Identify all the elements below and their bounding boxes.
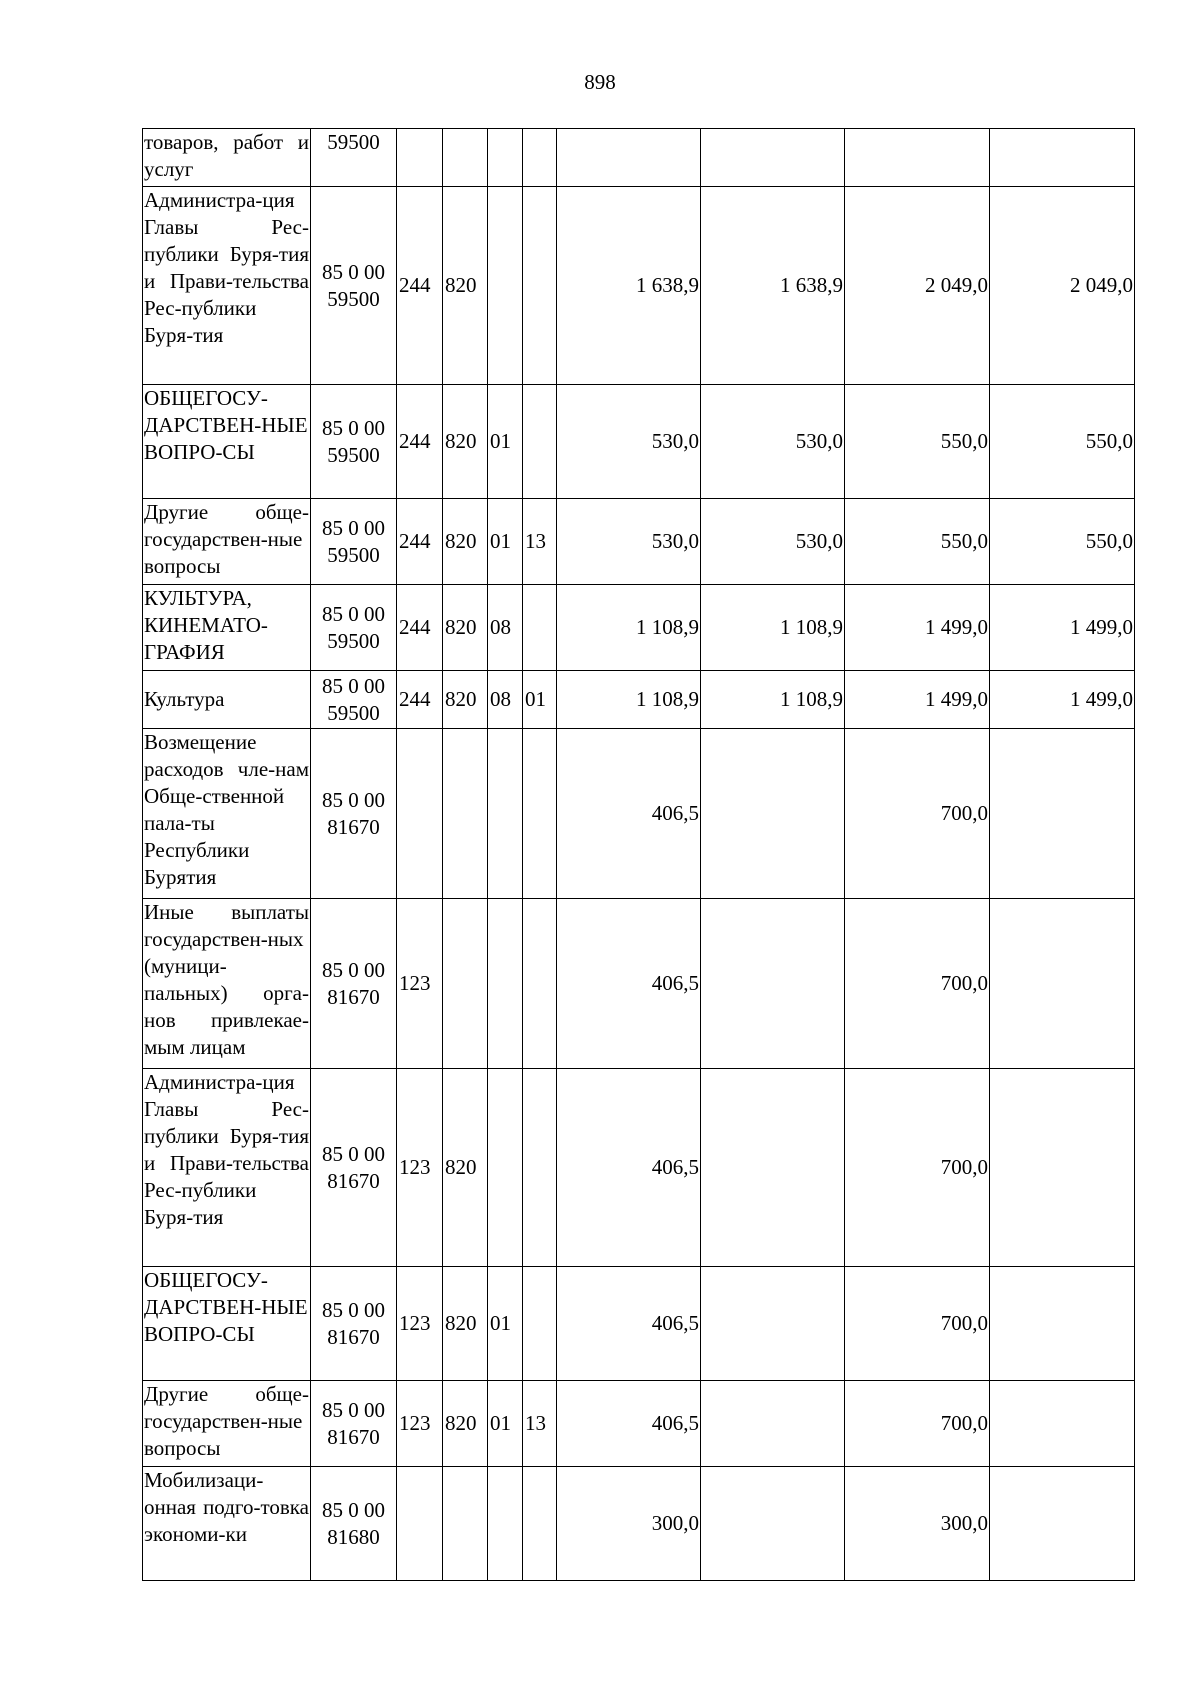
row-vr: 123 <box>397 1381 443 1467</box>
row-value-1: 1 108,9 <box>557 585 701 671</box>
row-value-3 <box>845 129 990 187</box>
row-pr <box>523 1267 557 1381</box>
row-value-3: 1 499,0 <box>845 585 990 671</box>
row-rz <box>488 1069 523 1267</box>
budget-table <box>142 128 1135 1581</box>
row-value-1: 1 108,9 <box>557 671 701 729</box>
row-value-3: 700,0 <box>845 729 990 899</box>
row-value-2 <box>701 1381 845 1467</box>
row-value-1: 406,5 <box>557 729 701 899</box>
row-rz <box>488 729 523 899</box>
row-value-1: 406,5 <box>557 1381 701 1467</box>
row-value-3: 550,0 <box>845 499 990 585</box>
row-gr <box>443 729 488 899</box>
row-vr: 244 <box>397 187 443 385</box>
row-csr: 85 0 00 59500 <box>311 671 397 729</box>
row-value-2: 1 108,9 <box>701 585 845 671</box>
row-csr: 85 0 00 81670 <box>311 899 397 1069</box>
row-name: Культура <box>143 671 311 729</box>
row-value-4: 550,0 <box>990 385 1135 499</box>
row-vr <box>397 1467 443 1581</box>
row-value-1: 530,0 <box>557 499 701 585</box>
row-value-2 <box>701 1267 845 1381</box>
row-rz <box>488 129 523 187</box>
row-value-4 <box>990 899 1135 1069</box>
table-row <box>143 129 1135 187</box>
row-vr <box>397 129 443 187</box>
row-name: ОБЩЕГОСУ-ДАРСТВЕН-НЫЕ ВОПРО-СЫ <box>143 385 311 499</box>
row-name: Иные выплаты государствен-ных (муници-пальных) орга-нов привлекае-мым лицам <box>143 899 311 1069</box>
row-value-2: 1 638,9 <box>701 187 845 385</box>
row-csr: 85 0 00 59500 <box>311 187 397 385</box>
row-gr: 820 <box>443 499 488 585</box>
row-value-3: 700,0 <box>845 899 990 1069</box>
row-vr: 123 <box>397 1069 443 1267</box>
row-pr: 13 <box>523 499 557 585</box>
row-pr <box>523 1467 557 1581</box>
table-row <box>143 585 1135 671</box>
row-vr <box>397 729 443 899</box>
row-name: Администра-ция Главы Рес-публики Буря-тия и Прави-тельства Рес-публики Буря-тия <box>143 1069 311 1267</box>
row-rz <box>488 1467 523 1581</box>
row-value-3: 300,0 <box>845 1467 990 1581</box>
row-value-2: 530,0 <box>701 499 845 585</box>
row-value-3: 700,0 <box>845 1267 990 1381</box>
row-csr: 85 0 00 81670 <box>311 1267 397 1381</box>
row-csr: 85 0 00 81670 <box>311 1381 397 1467</box>
page-number: 898 <box>584 70 616 94</box>
row-vr: 123 <box>397 899 443 1069</box>
row-value-4 <box>990 1381 1135 1467</box>
row-gr: 820 <box>443 187 488 385</box>
row-value-1: 530,0 <box>557 385 701 499</box>
row-value-4: 550,0 <box>990 499 1135 585</box>
row-value-4 <box>990 1467 1135 1581</box>
row-value-3: 700,0 <box>845 1069 990 1267</box>
row-csr: 85 0 00 59500 <box>311 499 397 585</box>
row-value-3: 700,0 <box>845 1381 990 1467</box>
row-value-4: 1 499,0 <box>990 585 1135 671</box>
row-pr: 13 <box>523 1381 557 1467</box>
row-value-2 <box>701 1467 845 1581</box>
row-value-2 <box>701 729 845 899</box>
row-vr: 244 <box>397 671 443 729</box>
row-value-1: 406,5 <box>557 1267 701 1381</box>
row-value-2 <box>701 1069 845 1267</box>
row-name: Возмещение расходов чле-нам Обще-ственной пала-ты Республики Бурятия <box>143 729 311 899</box>
row-name: ОБЩЕГОСУ-ДАРСТВЕН-НЫЕ ВОПРО-СЫ <box>143 1267 311 1381</box>
row-csr: 85 0 00 81670 <box>311 1069 397 1267</box>
row-value-1: 406,5 <box>557 1069 701 1267</box>
row-value-4 <box>990 129 1135 187</box>
row-csr: 85 0 00 81680 <box>311 1467 397 1581</box>
row-value-4 <box>990 1069 1135 1267</box>
table-row <box>143 1467 1135 1581</box>
row-rz: 01 <box>488 1381 523 1467</box>
row-gr: 820 <box>443 1069 488 1267</box>
row-pr <box>523 899 557 1069</box>
row-name: КУЛЬТУРА, КИНЕМАТО-ГРАФИЯ <box>143 585 311 671</box>
row-gr: 820 <box>443 671 488 729</box>
row-value-4 <box>990 729 1135 899</box>
row-rz <box>488 187 523 385</box>
row-pr <box>523 1069 557 1267</box>
row-value-4: 1 499,0 <box>990 671 1135 729</box>
row-rz: 01 <box>488 385 523 499</box>
row-vr: 123 <box>397 1267 443 1381</box>
row-vr: 244 <box>397 385 443 499</box>
row-rz: 08 <box>488 671 523 729</box>
row-gr: 820 <box>443 1267 488 1381</box>
row-name: товаров, работ и услуг <box>143 129 311 187</box>
row-value-4 <box>990 1267 1135 1381</box>
row-gr <box>443 129 488 187</box>
row-csr: 85 0 00 59500 <box>311 385 397 499</box>
table-row <box>143 729 1135 899</box>
row-vr: 244 <box>397 585 443 671</box>
row-value-2: 530,0 <box>701 385 845 499</box>
row-gr: 820 <box>443 385 488 499</box>
row-gr: 820 <box>443 585 488 671</box>
row-gr: 820 <box>443 1381 488 1467</box>
table-row <box>143 385 1135 499</box>
row-value-4: 2 049,0 <box>990 187 1135 385</box>
row-value-3: 550,0 <box>845 385 990 499</box>
row-value-2 <box>701 899 845 1069</box>
row-value-1 <box>557 129 701 187</box>
row-rz <box>488 899 523 1069</box>
row-pr <box>523 129 557 187</box>
row-rz: 01 <box>488 499 523 585</box>
row-rz: 01 <box>488 1267 523 1381</box>
row-pr: 01 <box>523 671 557 729</box>
row-value-3: 1 499,0 <box>845 671 990 729</box>
row-name: Мобилизаци-онная подго-товка экономи-ки <box>143 1467 311 1581</box>
row-value-1: 406,5 <box>557 899 701 1069</box>
row-gr <box>443 1467 488 1581</box>
row-vr: 244 <box>397 499 443 585</box>
row-csr: 85 0 00 59500 <box>311 585 397 671</box>
table-row <box>143 499 1135 585</box>
row-value-2: 1 108,9 <box>701 671 845 729</box>
row-gr <box>443 899 488 1069</box>
row-rz: 08 <box>488 585 523 671</box>
row-value-1: 300,0 <box>557 1467 701 1581</box>
row-csr: 85 0 00 81670 <box>311 729 397 899</box>
row-value-3: 2 049,0 <box>845 187 990 385</box>
row-name: Администра-ция Главы Рес-публики Буря-тия и Прави-тельства Рес-публики Буря-тия <box>143 187 311 385</box>
table-row <box>143 187 1135 385</box>
row-name: Другие обще-государствен-ные вопросы <box>143 1381 311 1467</box>
table-row <box>143 671 1135 729</box>
table-row <box>143 1267 1135 1381</box>
table-row <box>143 1381 1135 1467</box>
row-pr <box>523 385 557 499</box>
row-pr <box>523 585 557 671</box>
row-pr <box>523 187 557 385</box>
table-row <box>143 899 1135 1069</box>
row-value-1: 1 638,9 <box>557 187 701 385</box>
row-pr <box>523 729 557 899</box>
row-csr: 59500 <box>311 129 397 187</box>
row-name: Другие обще-государствен-ные вопросы <box>143 499 311 585</box>
row-value-2 <box>701 129 845 187</box>
table-row <box>143 1069 1135 1267</box>
